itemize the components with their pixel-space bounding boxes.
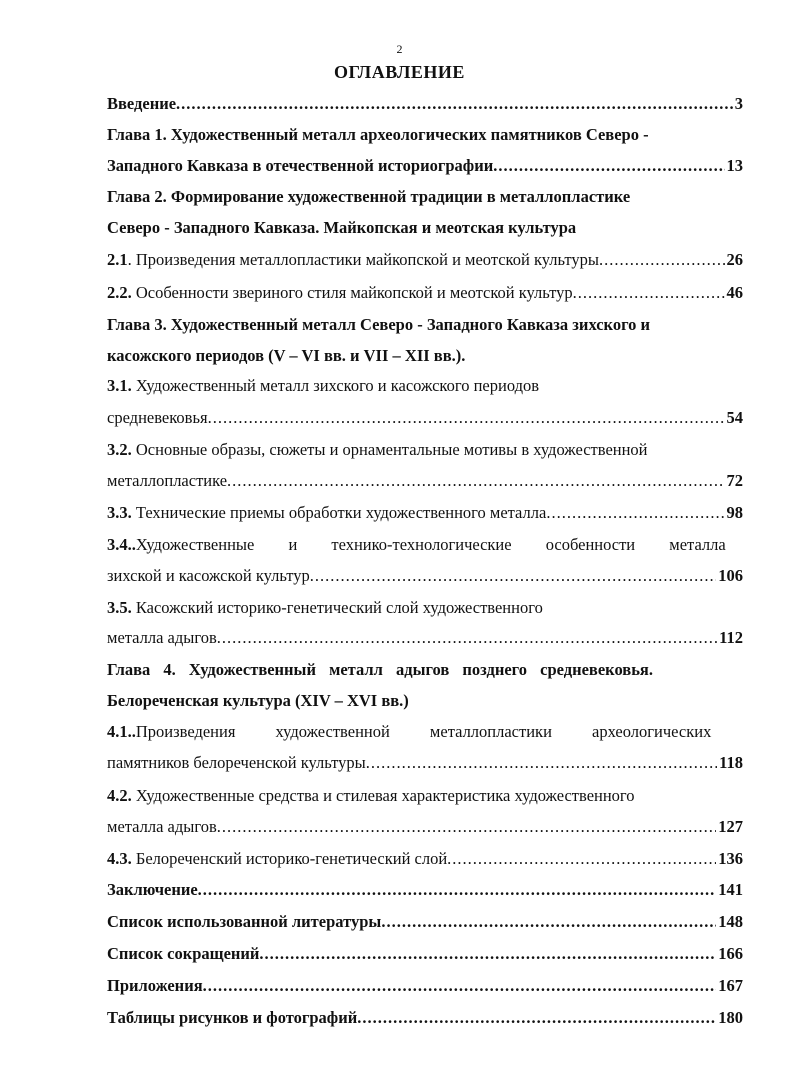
toc-entry-page: 98 (726, 503, 743, 522)
page-number: 2 (396, 42, 403, 56)
toc-entry-text: металлопластике (107, 471, 228, 490)
toc-entry-text: Северо - Западного Кавказа. Майкопская и меотская культура (107, 218, 577, 237)
toc-entry-chapter-1 (107, 125, 743, 145)
toc-entry-chapter-4-cont (107, 691, 743, 711)
toc-entry-chapter-2-cont (107, 218, 743, 238)
toc-entry-text: Заключение (107, 880, 198, 899)
toc-entry-section-3-4-cont (107, 566, 743, 586)
toc-entry-page: 112 (719, 628, 743, 647)
toc-entry-text: Таблицы рисунков и фотографий (107, 1008, 358, 1027)
toc-entry-number: 3.3. (107, 503, 132, 522)
toc-entry-text: Художественные средства и стилевая характеристика художественного (131, 786, 635, 805)
toc-entry-text: средневековья (107, 408, 208, 427)
toc-entry-page: 166 (718, 944, 743, 963)
toc-entry-text: Приложения (107, 976, 203, 995)
toc-entry-text: Список использованной литературы (107, 912, 382, 931)
toc-entry-text: Западного Кавказа в отечественной историографии (107, 156, 494, 175)
toc-entry-bibliography (107, 912, 743, 932)
toc-entry-chapter-2 (107, 187, 743, 207)
toc-entry-page: 180 (718, 1008, 743, 1027)
toc-entry-section-3-1 (107, 376, 743, 396)
toc-entry-text: Технические приемы обработки художественного металла (131, 503, 547, 522)
toc-entry-section-3-3 (107, 503, 743, 523)
toc-entry-text: Введение (107, 94, 177, 113)
toc-entry-abbreviations (107, 944, 743, 964)
toc-entry-text: Глава 3. Художественный металл Северо - Западного Кавказа зихского и (107, 315, 651, 334)
toc-leader-dots (310, 566, 716, 586)
toc-entry-text: Список сокращений (107, 944, 260, 963)
toc-entry-text: касожского периодов (V – VI вв. и VII – XII вв.). (107, 346, 466, 365)
toc-entry-page: 106 (718, 566, 743, 585)
toc-leader-dots (198, 880, 717, 900)
toc-entry-section-3-2 (107, 440, 743, 460)
toc-entry-number: 3.4.. (107, 535, 136, 554)
toc-entry-section-3-1-cont (107, 408, 743, 428)
toc-leader-dots (217, 628, 717, 648)
toc-entry-number: 3.2. (107, 440, 132, 459)
toc-leader-dots (227, 471, 724, 491)
toc-entry-number: 4.3. (107, 849, 132, 868)
toc-leader-dots (447, 849, 716, 869)
toc-entry-text: зихской и касожской культур (107, 566, 310, 585)
toc-entry-chapter-1-cont (107, 156, 743, 176)
toc-entry-page: 72 (726, 471, 743, 490)
toc-leader-dots (217, 817, 716, 837)
toc-entry-text: Белореченская культура (XIV – XVI вв.) (107, 691, 409, 710)
toc-leader-dots (493, 156, 724, 176)
toc-entry-section-4-3 (107, 849, 743, 869)
toc-entry-section-2-1 (107, 250, 743, 270)
toc-entry-conclusion (107, 880, 743, 900)
toc-entry-number: 3.1. (107, 376, 132, 395)
toc-entry-figure-tables (107, 1008, 743, 1028)
toc-leader-dots (176, 94, 733, 114)
toc-entry-section-2-2 (107, 283, 743, 303)
toc-entry-page: 136 (718, 849, 743, 868)
toc-entry-page: 13 (726, 156, 743, 175)
toc-entry-page: 118 (719, 753, 743, 772)
toc-entry-page: 46 (726, 283, 743, 302)
toc-entry-number: 4.1.. (107, 722, 136, 741)
toc-leader-dots (203, 976, 717, 996)
toc-entry-section-3-5 (107, 598, 743, 618)
toc-entry-page: 127 (718, 817, 743, 836)
toc-entry-chapter-3-cont (107, 346, 743, 366)
toc-entry-text: памятников белореченской культуры (107, 753, 366, 772)
toc-entry-text: Художественные и технико-технологические особенности металла (135, 535, 726, 554)
toc-entry-number: 2.2. (107, 283, 132, 302)
toc-entry-page: 141 (718, 880, 743, 899)
toc-entry-section-3-4 (107, 535, 743, 555)
toc-entry-section-4-2-cont (107, 817, 743, 837)
toc-entry-text: . Произведения металлопластики майкопской и меотской культуры (127, 250, 599, 269)
toc-entry-text: Основные образы, сюжеты и орнаментальные мотивы в художественной (131, 440, 648, 459)
toc-leader-dots (381, 912, 716, 932)
toc-entry-text: Произведения художественной металлопластики археологических (135, 722, 712, 741)
toc-leader-dots (208, 408, 725, 428)
toc-entry-chapter-4 (107, 660, 743, 680)
toc-leader-dots (357, 1008, 716, 1028)
toc-leader-dots (573, 283, 725, 303)
toc-entry-appendices (107, 976, 743, 996)
page-title: ОГЛАВЛЕНИЕ (334, 62, 465, 82)
toc-entry-section-3-2-cont (107, 471, 743, 491)
toc-entry-text: Глава 2. Формирование художественной традиции в металлопластике (107, 187, 631, 206)
toc-leader-dots (366, 753, 717, 773)
toc-entry-chapter-3 (107, 315, 743, 335)
toc-entry-text: Глава 4. Художественный металл адыгов позднего средневековья. (107, 660, 653, 679)
toc-entry-number: 2.1 (107, 250, 128, 269)
toc-entry-page: 3 (734, 94, 743, 113)
toc-entry-section-4-1 (107, 722, 743, 742)
toc-leader-dots (259, 944, 716, 964)
toc-entry-text: Художественный металл зихского и касожского периодов (131, 376, 540, 395)
toc-leader-dots (546, 503, 724, 523)
toc-leader-dots (599, 250, 725, 270)
toc-entry-text: Глава 1. Художественный металл археологических памятников Северо - (107, 125, 649, 144)
toc-entry-page: 167 (718, 976, 743, 995)
toc-entry-number: 4.2. (107, 786, 132, 805)
toc-entry-text: металла адыгов (107, 628, 217, 647)
toc-entry-page: 148 (718, 912, 743, 931)
toc-entry-text: металла адыгов (107, 817, 217, 836)
toc-entry-introduction (107, 94, 743, 114)
toc-entry-page: 26 (726, 250, 743, 269)
toc-entry-text: Особенности звериного стиля майкопской и меотской культур (131, 283, 573, 302)
toc-entry-text: Белореченский историко-генетический слой (131, 849, 448, 868)
toc-entry-section-4-2 (107, 786, 743, 806)
toc-entry-text: Касожский историко-генетический слой художественного (131, 598, 543, 617)
toc-entry-page: 54 (726, 408, 743, 427)
toc-entry-section-3-5-cont (107, 628, 743, 648)
toc-entry-section-4-1-cont (107, 753, 743, 773)
toc-entry-number: 3.5. (107, 598, 132, 617)
